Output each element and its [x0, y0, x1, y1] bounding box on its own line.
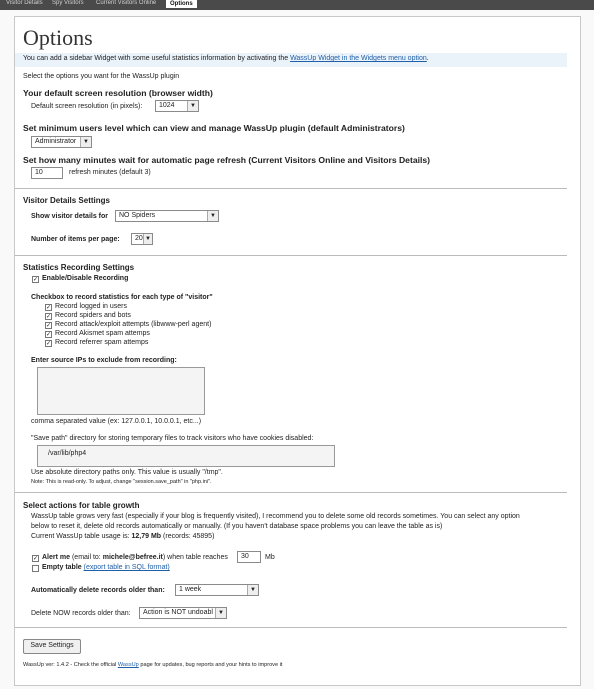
alert-unit: Mb: [265, 554, 275, 561]
chevron-down-icon: ▼: [143, 234, 152, 244]
delete-now-select[interactable]: [139, 607, 227, 619]
export-sql-link[interactable]: (export table in SQL format): [83, 564, 170, 571]
version-line: [23, 662, 282, 668]
table-growth-para1: WassUp table grows very fast (especially if your blog is frequently visited), I recommend you to delete some old records sometimes. You can select any option: [31, 513, 520, 520]
save-settings-button[interactable]: Save Settings: [23, 639, 81, 654]
record-akismet-checkbox[interactable]: ✓: [46, 332, 52, 338]
exclude-ips-heading: Enter source IPs to exclude from recording:: [31, 357, 177, 364]
usage-prefix: Current WassUp table usage is:: [31, 533, 130, 540]
alert-email-suffix: ) when table reaches: [162, 554, 228, 561]
divider: [15, 492, 567, 493]
show-visitor-select[interactable]: [115, 210, 219, 222]
recording-heading: Statistics Recording Settings: [23, 263, 135, 272]
divider: [15, 188, 567, 189]
alert-label: Alert me: [42, 554, 71, 561]
chevron-down-icon: ▼: [207, 211, 218, 221]
alert-line: [42, 554, 228, 561]
record-logged-label: Record logged in users: [55, 303, 127, 310]
table-growth-heading: Select actions for table growth: [23, 501, 140, 510]
auto-delete-value: 1 week: [179, 586, 202, 593]
chevron-down-icon: ▼: [80, 137, 91, 147]
resolution-label: Default screen resolution (in pixels):: [31, 103, 143, 110]
csv-hint: comma separated value (ex: 127.0.0.1, 10.0.0.1, etc...): [31, 418, 202, 425]
items-per-page-select[interactable]: [131, 233, 153, 245]
enable-recording-checkbox[interactable]: ✓: [33, 277, 39, 283]
refresh-heading: Set how many minutes wait for automatic page refresh (Current Visitors Online and Visitors Details): [23, 155, 431, 165]
usage-line: [31, 533, 214, 540]
chevron-down-icon: ▼: [187, 101, 198, 111]
record-referrer-checkbox[interactable]: ✓: [46, 341, 52, 347]
record-logged-checkbox[interactable]: ✓: [46, 305, 52, 311]
record-referrer-label: Record referrer spam attemps: [55, 339, 149, 346]
resolution-heading: Your default screen resolution (browser width): [23, 88, 213, 98]
widget-link[interactable]: WassUp Widget in the Widgets menu option: [290, 55, 427, 62]
divider: [15, 627, 567, 628]
empty-table-line: [42, 564, 170, 571]
alert-email-prefix: (email to:: [71, 554, 101, 561]
userlevel-heading: Set minimum users level which can view and manage WassUp plugin (default Administrators): [23, 123, 405, 133]
empty-table-checkbox[interactable]: [32, 565, 39, 572]
intro-end: .: [426, 55, 429, 62]
show-visitor-label: Show visitor details for: [31, 213, 109, 220]
alert-email: michele@befree.it: [102, 554, 163, 561]
record-attack-label: Record attack/exploit attempts (libwww-perl agent): [55, 321, 212, 328]
userlevel-select[interactable]: [31, 136, 92, 148]
items-per-page-value: 20: [135, 235, 143, 242]
chevron-down-icon: ▼: [247, 585, 258, 595]
save-path-field: [37, 445, 335, 467]
auto-delete-label: Automatically delete records older than:: [31, 587, 165, 594]
intro-text: You can add a sidebar Widget with some useful statistics information by activating the: [23, 55, 289, 62]
empty-table-label: Empty table: [42, 564, 82, 571]
alert-checkbox[interactable]: ✓: [33, 556, 39, 562]
abs-path-hint: Use absolute directory paths only. This value is usually "/tmp".: [31, 469, 223, 476]
checkbox-heading: Checkbox to record statistics for each type of "visitor": [31, 294, 213, 301]
items-per-page-label: Number of items per page:: [31, 236, 120, 243]
refresh-label: refresh minutes (default 3): [69, 169, 151, 176]
record-spiders-checkbox[interactable]: ✓: [46, 314, 52, 320]
save-path-label: "Save path" directory for storing temporary files to track visitors who have cookies disabled:: [31, 435, 314, 442]
select-options-text: Select the options you want for the WassUp plugin: [23, 73, 180, 80]
show-visitor-value: NO Spiders: [119, 212, 156, 219]
save-path-value: /var/lib/php4: [48, 450, 87, 457]
top-tab-bar: [0, 0, 594, 10]
version-suffix: page for updates, bug reports and your hints to improve it: [140, 662, 283, 668]
intro-line: [23, 55, 429, 62]
table-growth-para2: below to reset it, delete old records automatically or manually. (If you haven't database space problems you can leave the table as is): [31, 523, 443, 530]
tab-options[interactable]: Options: [166, 0, 197, 8]
usage-records: (records: 45895): [163, 533, 215, 540]
enable-recording-label: Enable/Disable Recording: [42, 275, 129, 282]
alert-size-input[interactable]: 30: [237, 551, 261, 563]
version-prefix: WassUp ver: 1.4.2 - Check the official: [23, 662, 117, 668]
record-akismet-label: Record Akismet spam attemps: [55, 330, 150, 337]
resolution-value: 1024: [159, 102, 175, 109]
divider: [15, 255, 567, 256]
chevron-down-icon: ▼: [215, 608, 226, 618]
tab-visitor-details[interactable]: Visitor Details: [6, 0, 43, 6]
page-title: Options: [23, 25, 93, 50]
record-attack-checkbox[interactable]: ✓: [46, 323, 52, 329]
userlevel-value: Administrator: [35, 138, 77, 145]
resolution-select[interactable]: [155, 100, 199, 112]
wassup-link[interactable]: WassUp: [117, 662, 139, 668]
exclude-ips-textarea[interactable]: [37, 367, 205, 415]
delete-now-value: Action is NOT undoabl: [143, 609, 213, 616]
read-only-note: Note: This is read-only. To adjust, change "session.save_path" in "php.ini".: [31, 479, 212, 485]
delete-now-label: Delete NOW records older than:: [31, 610, 131, 617]
visitor-details-heading: Visitor Details Settings: [23, 196, 110, 205]
usage-value: 12,79 Mb: [131, 533, 162, 540]
tab-current-visitors-online[interactable]: Current Visitors Online: [96, 0, 157, 6]
tab-spy-visitors[interactable]: Spy Visitors: [52, 0, 84, 6]
auto-delete-select[interactable]: [175, 584, 259, 596]
refresh-input[interactable]: 10: [31, 167, 63, 179]
options-panel: [14, 16, 581, 686]
record-spiders-label: Record spiders and bots: [55, 312, 131, 319]
